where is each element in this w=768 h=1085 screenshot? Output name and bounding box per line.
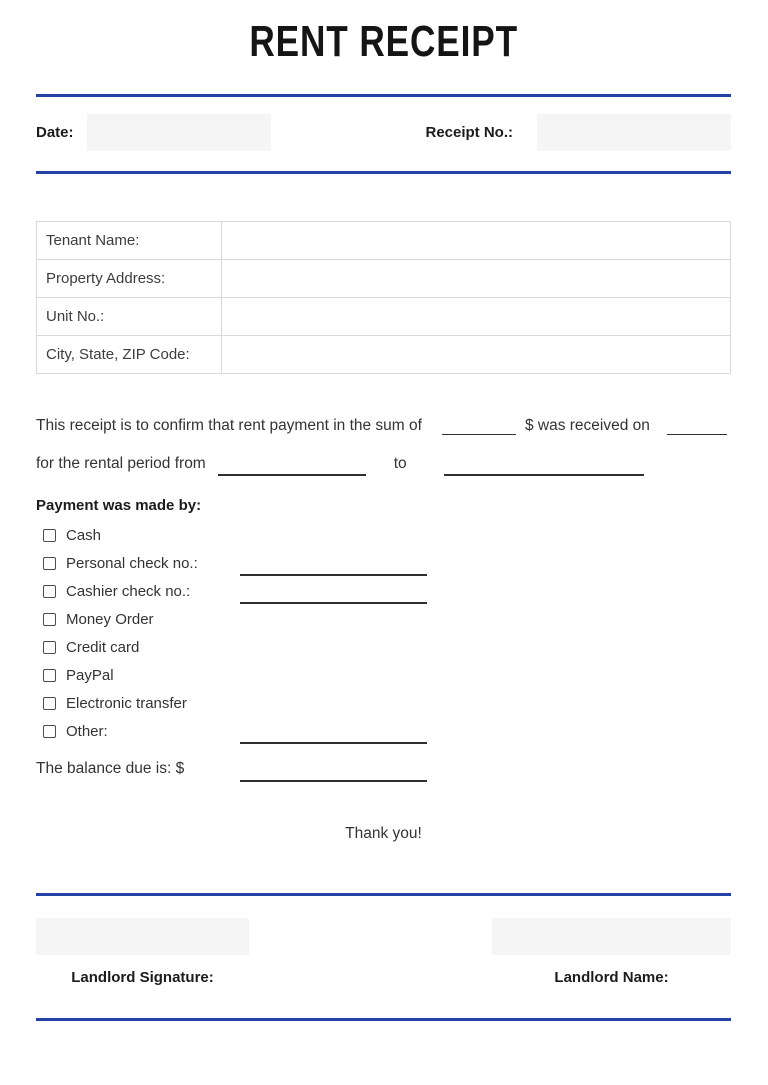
balance-due-label: The balance due is: $ xyxy=(36,760,185,777)
personal-check-no-input-line[interactable] xyxy=(240,574,427,576)
received-on-input-line[interactable] xyxy=(667,423,727,435)
other-checkbox[interactable] xyxy=(43,725,56,738)
personal-check-label: Personal check no.: xyxy=(66,554,198,572)
tenant-name-field[interactable] xyxy=(222,222,731,260)
header-fields-row xyxy=(36,114,731,151)
payment-option-row-cashier-check xyxy=(36,577,731,605)
tenant-info-table xyxy=(36,221,731,374)
cashier-check-no-input-line[interactable] xyxy=(240,602,427,604)
cashier-check-checkbox[interactable] xyxy=(43,585,56,598)
cash-checkbox[interactable] xyxy=(43,529,56,542)
landlord-signature-field[interactable] xyxy=(36,918,249,955)
amount-input-line[interactable] xyxy=(442,423,516,435)
unit-no-label: Unit No.: xyxy=(37,298,222,336)
payment-option-row-credit-card xyxy=(36,633,731,661)
payment-option-row-money-order xyxy=(36,605,731,633)
personal-check-checkbox[interactable] xyxy=(43,557,56,570)
electronic-transfer-checkbox[interactable] xyxy=(43,697,56,710)
cash-label: Cash xyxy=(66,526,102,544)
landlord-name-label: Landlord Name: xyxy=(554,969,669,986)
footer-row xyxy=(36,918,731,987)
payment-option-row-paypal xyxy=(36,661,731,689)
confirmation-line-1 xyxy=(36,407,731,445)
confirmation-line1-lead: This receipt is to confirm that rent payment in the sum of xyxy=(36,417,422,434)
divider-line-bottom xyxy=(36,1018,731,1021)
credit-card-label: Credit card xyxy=(66,638,140,656)
money-order-label: Money Order xyxy=(66,610,154,628)
payment-options-list xyxy=(36,521,731,745)
tenant-name-label: Tenant Name: xyxy=(37,222,222,260)
city-state-zip-label: City, State, ZIP Code: xyxy=(37,336,222,374)
receipt-no-label: Receipt No.: xyxy=(425,124,513,141)
balance-due-row xyxy=(36,755,731,783)
period-to-input-line[interactable] xyxy=(444,464,644,476)
money-order-checkbox[interactable] xyxy=(43,613,56,626)
title-wrap xyxy=(36,0,731,66)
landlord-name-group xyxy=(492,918,731,987)
table-row xyxy=(37,336,731,374)
city-state-zip-field[interactable] xyxy=(222,336,731,374)
confirmation-line2-lead: for the rental period from xyxy=(36,455,206,472)
confirmation-line-2 xyxy=(36,445,731,483)
divider-line-top xyxy=(36,94,731,97)
confirmation-line2-mid: to xyxy=(393,455,407,472)
property-address-label: Property Address: xyxy=(37,260,222,298)
receipt-no-field[interactable] xyxy=(537,114,731,151)
confirmation-line1-tail: $ was received on xyxy=(524,417,650,434)
table-row xyxy=(37,222,731,260)
landlord-signature-group xyxy=(36,918,249,987)
divider-line-footer xyxy=(36,893,731,896)
date-label: Date: xyxy=(36,124,74,141)
unit-no-field[interactable] xyxy=(222,298,731,336)
balance-due-input-line[interactable] xyxy=(240,780,427,782)
payment-option-row-personal-check xyxy=(36,549,731,577)
property-address-field[interactable] xyxy=(222,260,731,298)
table-row xyxy=(37,260,731,298)
date-field[interactable] xyxy=(87,114,271,151)
other-label: Other: xyxy=(66,722,108,740)
payment-method-heading: Payment was made by: xyxy=(36,497,202,514)
receipt-no-group xyxy=(425,114,731,151)
paypal-checkbox[interactable] xyxy=(43,669,56,682)
landlord-name-field[interactable] xyxy=(492,918,731,955)
credit-card-checkbox[interactable] xyxy=(43,641,56,654)
paypal-label: PayPal xyxy=(66,666,114,684)
thank-you-text: Thank you! xyxy=(345,825,422,842)
payment-option-row-electronic-transfer xyxy=(36,689,731,717)
landlord-signature-label: Landlord Signature: xyxy=(71,969,214,986)
table-row xyxy=(37,298,731,336)
divider-line-header xyxy=(36,171,731,174)
other-input-line[interactable] xyxy=(240,742,427,744)
cashier-check-label: Cashier check no.: xyxy=(66,582,191,600)
period-from-input-line[interactable] xyxy=(218,464,366,476)
payment-option-row-other xyxy=(36,717,731,745)
page-title: RENT RECEIPT xyxy=(249,18,518,66)
electronic-transfer-label: Electronic transfer xyxy=(66,694,187,712)
confirmation-paragraph xyxy=(36,407,731,483)
payment-option-row-cash xyxy=(36,521,731,549)
